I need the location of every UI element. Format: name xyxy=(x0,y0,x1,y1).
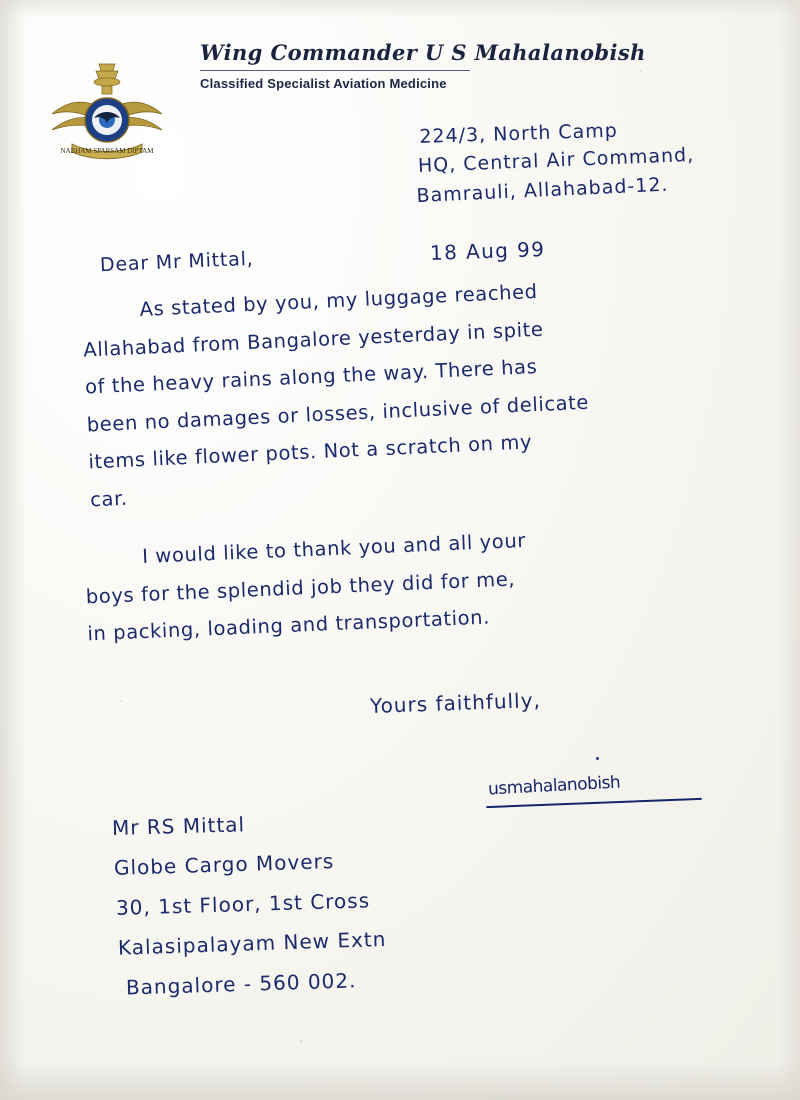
letter-date: 18 Aug 99 xyxy=(429,236,546,266)
body-line: I would like to thank you and all your xyxy=(141,528,527,569)
sender-address xyxy=(416,117,697,211)
body-line: boys for the splendid job they did for me, xyxy=(85,566,516,608)
paper-speckle xyxy=(120,700,122,702)
recipient-address-line: Globe Cargo Movers xyxy=(113,849,335,880)
recipient-address xyxy=(111,812,592,1018)
letterhead-name: Wing Commander U S Mahalanobish xyxy=(200,40,646,65)
body-line: in packing, loading and transportation. xyxy=(86,605,491,646)
scan-edge-top xyxy=(0,0,800,18)
sender-address-line: 224/3, North Camp xyxy=(419,119,619,148)
recipient-address-line: Kalasipalayam New Extn xyxy=(117,926,387,960)
body-paragraph-1 xyxy=(81,274,731,528)
body-line: of the heavy rains along the way. There has xyxy=(84,355,538,399)
paper-speckle xyxy=(640,70,642,72)
recipient-address-line: 30, 1st Floor, 1st Cross xyxy=(115,888,371,920)
closing-salutation: Yours faithfully, xyxy=(369,688,542,718)
body-line: items like flower pots. Not a scratch on my xyxy=(87,430,533,474)
sender-address-line: HQ, Central Air Command, xyxy=(417,144,695,178)
letterhead xyxy=(200,40,646,91)
recipient-address-line: Mr RS Mittal xyxy=(111,812,246,840)
body-line: been no damages or losses, inclusive of delicate xyxy=(86,390,590,436)
sender-address-line: Bamrauli, Allahabad-12. xyxy=(416,173,669,207)
ink-dot xyxy=(596,757,599,760)
salutation: Dear Mr Mittal, xyxy=(99,247,254,277)
body-line: Allahabad from Bangalore yesterday in spite xyxy=(82,317,544,362)
scan-edge-bottom xyxy=(0,1060,800,1100)
indian-air-force-crest-icon xyxy=(42,58,172,163)
body-line: As stated by you, my luggage reached xyxy=(139,279,539,321)
scan-edge-right xyxy=(778,0,800,1100)
recipient-address-line: Bangalore - 560 002. xyxy=(125,968,357,1000)
signature: usmahalanobish xyxy=(487,772,621,800)
body-paragraph-2 xyxy=(84,523,728,662)
letterhead-rule xyxy=(200,70,470,71)
body-line: car. xyxy=(89,486,129,511)
svg-text:NABHAM SPARSAM DIPTAM: NABHAM SPARSAM DIPTAM xyxy=(60,147,154,155)
paper-speckle xyxy=(300,1040,303,1043)
scan-edge-left xyxy=(0,0,26,1100)
letterhead-subtitle: Classified Specialist Aviation Medicine xyxy=(200,76,447,91)
